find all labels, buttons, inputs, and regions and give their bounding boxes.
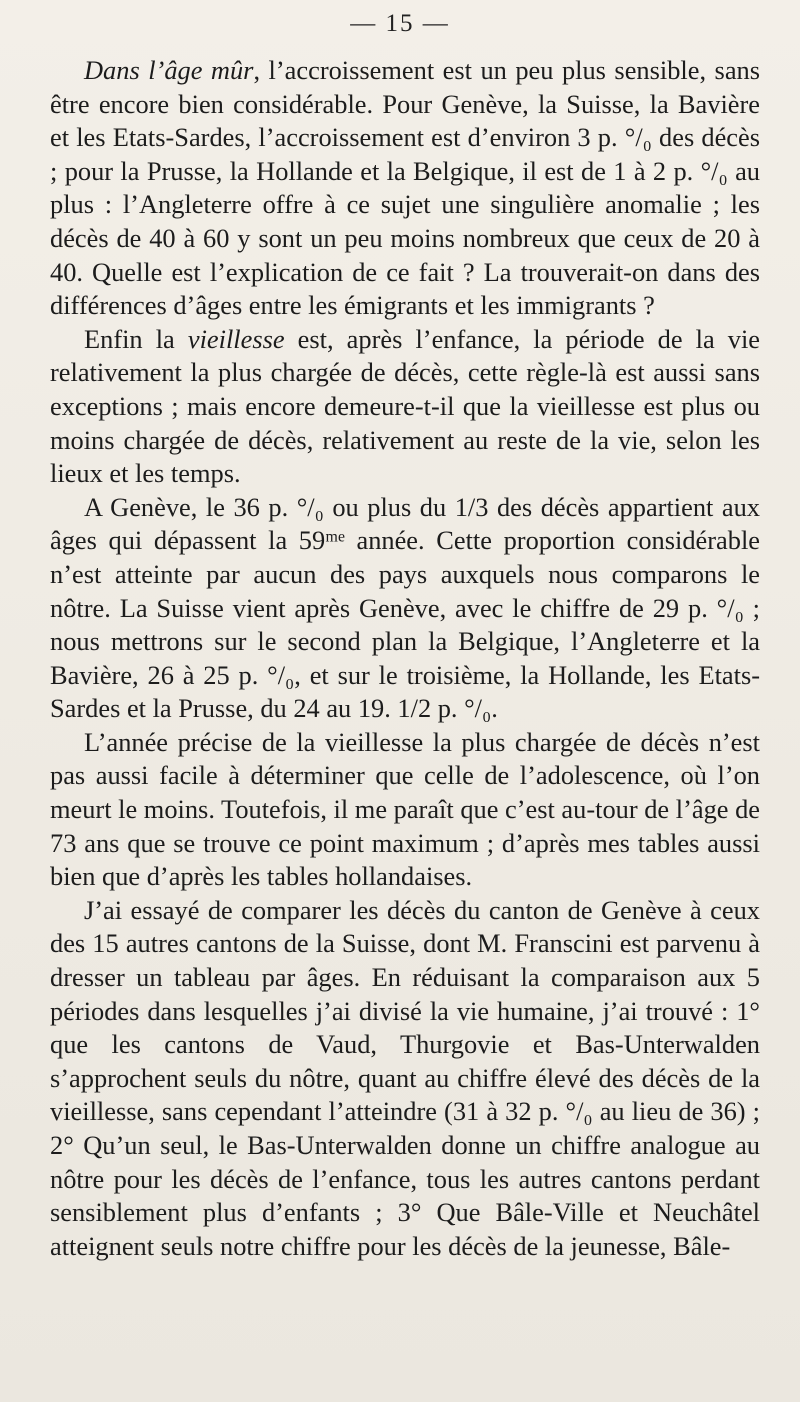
paragraph-text: est, après l’enfance, la période de la vie relativement la plus chargée de décès, cette règle-là est aussi sans exceptions ; mais encore demeure-t-il que la vieillesse est plus ou moins chargée de décès, relativement au reste de la vie, selon les lieux et les temps. [50, 323, 760, 489]
paragraph-geneve-stats: A Genève, le 36 p. °/₀ ou plus du 1/3 des décès appartient aux âges qui dépassent la 59ᵐᵉ année. Cette proportion considérable n’est atteinte par aucun des pays auxquels nous comparons le nôtre. La Suisse vient après Genève, avec le chiffre de 29 p. °/₀ ; nous mettrons sur le second plan la Belgique, l’Angleterre et la Bavière, 26 à 25 p. °/₀, et sur le troisième, la Hollande, les Etats-Sardes et la Prusse, du 24 au 19. 1/2 p. °/₀. [50, 491, 760, 724]
paragraph-vieillesse [50, 323, 760, 491]
emphasis-age-mur: Dans l’âge mûr [84, 55, 254, 85]
paragraph-annee-precise: L’année précise de la vieillesse la plus chargée de décès n’est pas aussi facile à déterminer que celle de l’adolescence, où l’on meurt le moins. Toutefois, il me paraît que c’est au-tour de l’âge de 73 ans que se trouve ce point maximum ; d’après mes tables aussi bien que d’après les tables hollandaises. [50, 726, 760, 892]
paragraph-cantons-comparison: J’ai essayé de comparer les décès du canton de Genève à ceux des 15 autres cantons de la Suisse, dont M. Franscini est parvenu à dresser un tableau par âges. En réduisant la comparaison aux 5 périodes dans lesquelles j’ai divisé la vie humaine, j’ai trouvé : 1° que les cantons de Vaud, Thurgovie et Bas-Unterwalden s’approchent seuls du nôtre, quant au chiffre élevé des décès de la vieillesse, sans cependant l’atteindre (31 à 32 p. °/₀ au lieu de 36) ; 2° Qu’un seul, le Bas-Unterwalden donne un chiffre analogue au nôtre pour les décès de l’enfance, tous les autres cantons perdant sensiblement plus d’enfants ; 3° Que Bâle-Ville et Neuchâtel atteignent seuls notre chiffre pour les décès de la jeunesse, Bâle- [50, 894, 760, 1261]
paragraph-lead: Enfin la [84, 323, 188, 354]
paragraph-text: , l’accroissement est un peu plus sensible, sans être encore bien considérable. Pour Genève, la Suisse, la Bavière et les Etats-Sardes, l’accroissement est d’environ 3 p. °/₀ des décès ; pour la Prusse, la Hollande et la Belgique, il est de 1 à 2 p. °/₀ au plus : l’Angleterre offre à ce sujet une singulière anomalie ; les décès de 40 à 60 y sont un peu moins nombreux que ceux de 20 à 40. Quelle est l’explication de ce fait ? La trouverait-on dans des différences d’âges entre les émigrants et les immigrants ? [50, 55, 760, 321]
emphasis-vieillesse: vieillesse [187, 323, 285, 354]
page-number: — 15 — [350, 10, 450, 37]
paragraph-age-mur [50, 54, 760, 323]
body-text [50, 54, 760, 1263]
